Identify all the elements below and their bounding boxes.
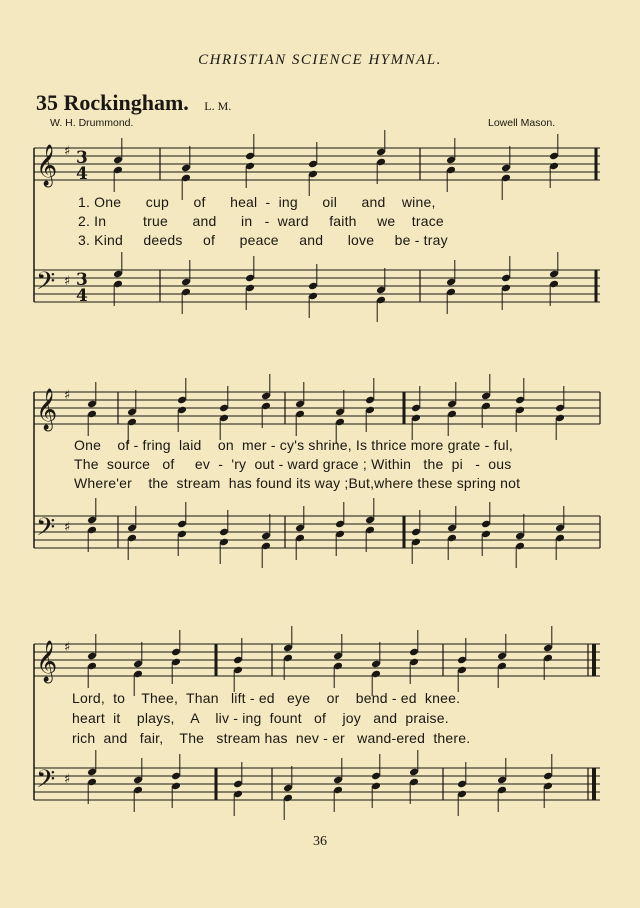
bass-clef: 𝄢 (36, 267, 56, 302)
time-signature-upper: 3 (76, 148, 88, 168)
bass-note (335, 530, 345, 556)
soprano-note (181, 146, 191, 172)
bass-clef: 𝄢 (36, 765, 56, 800)
key-signature-sharp: ♯ (64, 772, 71, 787)
bass-note (333, 786, 343, 812)
tenor-note (245, 256, 255, 282)
alto-note (447, 410, 457, 436)
soprano-note (171, 630, 181, 656)
tenor-note (411, 510, 421, 536)
soprano-note (233, 638, 243, 664)
alto-note (233, 666, 243, 692)
running-head: CHRISTIAN SCIENCE HYMNAL. (198, 52, 442, 68)
lyric-line: 2. In true and in - ward faith we trace (78, 213, 444, 229)
soprano-note (446, 138, 456, 164)
bass-note (457, 790, 467, 816)
lyric-line: The source of ev - 'ry out - ward grace ; Within the pi - ous (74, 456, 512, 472)
key-signature-sharp: ♯ (64, 388, 71, 403)
tenor-note (543, 754, 553, 780)
tenor-note (233, 762, 243, 788)
alto-note (457, 666, 467, 692)
tenor-note (333, 758, 343, 784)
bass-staff (34, 516, 600, 548)
alto-note (171, 658, 181, 684)
key-signature-sharp: ♯ (64, 144, 71, 159)
treble-clef: 𝄞 (36, 641, 58, 682)
alto-note (549, 162, 559, 188)
lyric-line: 1. One cup of heal - ing oil and wine, (78, 194, 436, 210)
soprano-note (555, 386, 565, 412)
hymn-meter: L. M. (204, 99, 232, 113)
bass-note (133, 786, 143, 812)
tenor-note (295, 506, 305, 532)
soprano-note (113, 138, 123, 164)
soprano-note (549, 134, 559, 160)
tenor-note (308, 264, 318, 290)
soprano-note (371, 642, 381, 668)
bass-note (261, 542, 271, 568)
soprano-note (333, 634, 343, 660)
alto-note (177, 406, 187, 432)
tenor-note (447, 506, 457, 532)
bass-note (411, 538, 421, 564)
soprano-note (133, 642, 143, 668)
bass-note (497, 786, 507, 812)
lyric-line: One of - fring laid on mer - cy's shrine, Is thrice more grate - ful, (74, 437, 513, 453)
soprano-note (365, 378, 375, 404)
bass-staff (34, 768, 600, 800)
soprano-note (219, 386, 229, 412)
bass-note (376, 296, 386, 322)
bass-note (447, 534, 457, 560)
lyric-line: heart it plays, A liv - ing fount of joy and praise. (72, 710, 449, 726)
soprano-note (283, 626, 293, 652)
tenor-note (87, 750, 97, 776)
tenor-note (555, 506, 565, 532)
bass-note (181, 288, 191, 314)
tenor-note (171, 754, 181, 780)
soprano-note (457, 638, 467, 664)
alto-note (87, 410, 97, 436)
tenor-note (446, 260, 456, 286)
bass-note (555, 534, 565, 560)
tenor-note (376, 268, 386, 294)
treble-clef: 𝄞 (36, 145, 58, 186)
bass-note (127, 534, 137, 560)
alto-note (87, 662, 97, 688)
tenor-note (515, 514, 525, 540)
soprano-note (501, 146, 511, 172)
alto-note (295, 410, 305, 436)
alto-note (515, 406, 525, 432)
bass-note (295, 534, 305, 560)
tenor-note (113, 252, 123, 278)
tenor-note (181, 260, 191, 286)
tenor-note (87, 498, 97, 524)
alto-note (113, 166, 123, 192)
soprano-note (376, 130, 386, 156)
bass-note (177, 530, 187, 556)
tenor-note (501, 256, 511, 282)
tenor-note (261, 514, 271, 540)
tenor-note (177, 502, 187, 528)
alto-note (497, 662, 507, 688)
soprano-note (308, 142, 318, 168)
bass-note (371, 782, 381, 808)
alto-note (245, 162, 255, 188)
tenor-note (133, 758, 143, 784)
time-signature-lower: 4 (76, 286, 88, 306)
lyric-line: 3. Kind deeds of peace and love be - tray (78, 232, 448, 248)
tenor-note (409, 750, 419, 776)
key-signature-sharp: ♯ (64, 274, 71, 289)
bass-note (219, 538, 229, 564)
treble-staff (34, 392, 600, 424)
lyric-line: Where'er the stream has found its way ;But,where these spring not (74, 475, 521, 491)
soprano-note (177, 378, 187, 404)
tenor-note (481, 502, 491, 528)
time-signature-upper: 3 (76, 270, 88, 290)
alto-note (333, 662, 343, 688)
alto-note (409, 658, 419, 684)
tenor-note (497, 758, 507, 784)
treble-staff (34, 644, 600, 676)
soprano-note (87, 634, 97, 660)
bass-note (171, 782, 181, 808)
soprano-note (497, 634, 507, 660)
bass-note (501, 284, 511, 310)
bass-note (283, 794, 293, 820)
tenor-note (457, 762, 467, 788)
soprano-note (515, 378, 525, 404)
soprano-note (127, 390, 137, 416)
page-number: 36 (313, 834, 327, 849)
alto-note (555, 414, 565, 440)
soprano-note (295, 382, 305, 408)
lyric-line: Lord, to Thee, Than lift - ed eye or bend - ed knee. (72, 690, 461, 706)
tune-name: Rockingham. (63, 90, 189, 115)
alto-note (365, 406, 375, 432)
alto-note (308, 170, 318, 196)
soprano-note (335, 390, 345, 416)
bass-note (233, 790, 243, 816)
bass-note (515, 542, 525, 568)
soprano-note (447, 382, 457, 408)
soprano-note (245, 134, 255, 160)
alto-note (501, 174, 511, 200)
soprano-note (261, 374, 271, 400)
soprano-note (543, 626, 553, 652)
key-signature-sharp: ♯ (64, 640, 71, 655)
bass-note (543, 782, 553, 808)
soprano-note (87, 382, 97, 408)
bass-note (446, 288, 456, 314)
tenor-note (371, 754, 381, 780)
music-credit: Lowell Mason. (488, 117, 556, 129)
bass-note (308, 292, 318, 318)
tenor-note (365, 498, 375, 524)
bass-note (481, 530, 491, 556)
tenor-note (127, 506, 137, 532)
alto-note (446, 166, 456, 192)
soprano-note (409, 630, 419, 656)
tenor-note (219, 510, 229, 536)
tenor-note (283, 766, 293, 792)
tenor-note (549, 252, 559, 278)
tenor-note (335, 502, 345, 528)
words-credit: W. H. Drummond. (50, 117, 134, 129)
key-signature-sharp: ♯ (64, 520, 71, 535)
soprano-note (481, 374, 491, 400)
hymn-number: 35 (36, 90, 58, 115)
bass-clef: 𝄢 (36, 513, 56, 548)
treble-clef: 𝄞 (36, 389, 58, 430)
lyric-line: rich and fair, The stream has nev - er wand-ered there. (72, 730, 471, 746)
bass-note (245, 284, 255, 310)
soprano-note (411, 386, 421, 412)
time-signature-lower: 4 (76, 164, 88, 184)
